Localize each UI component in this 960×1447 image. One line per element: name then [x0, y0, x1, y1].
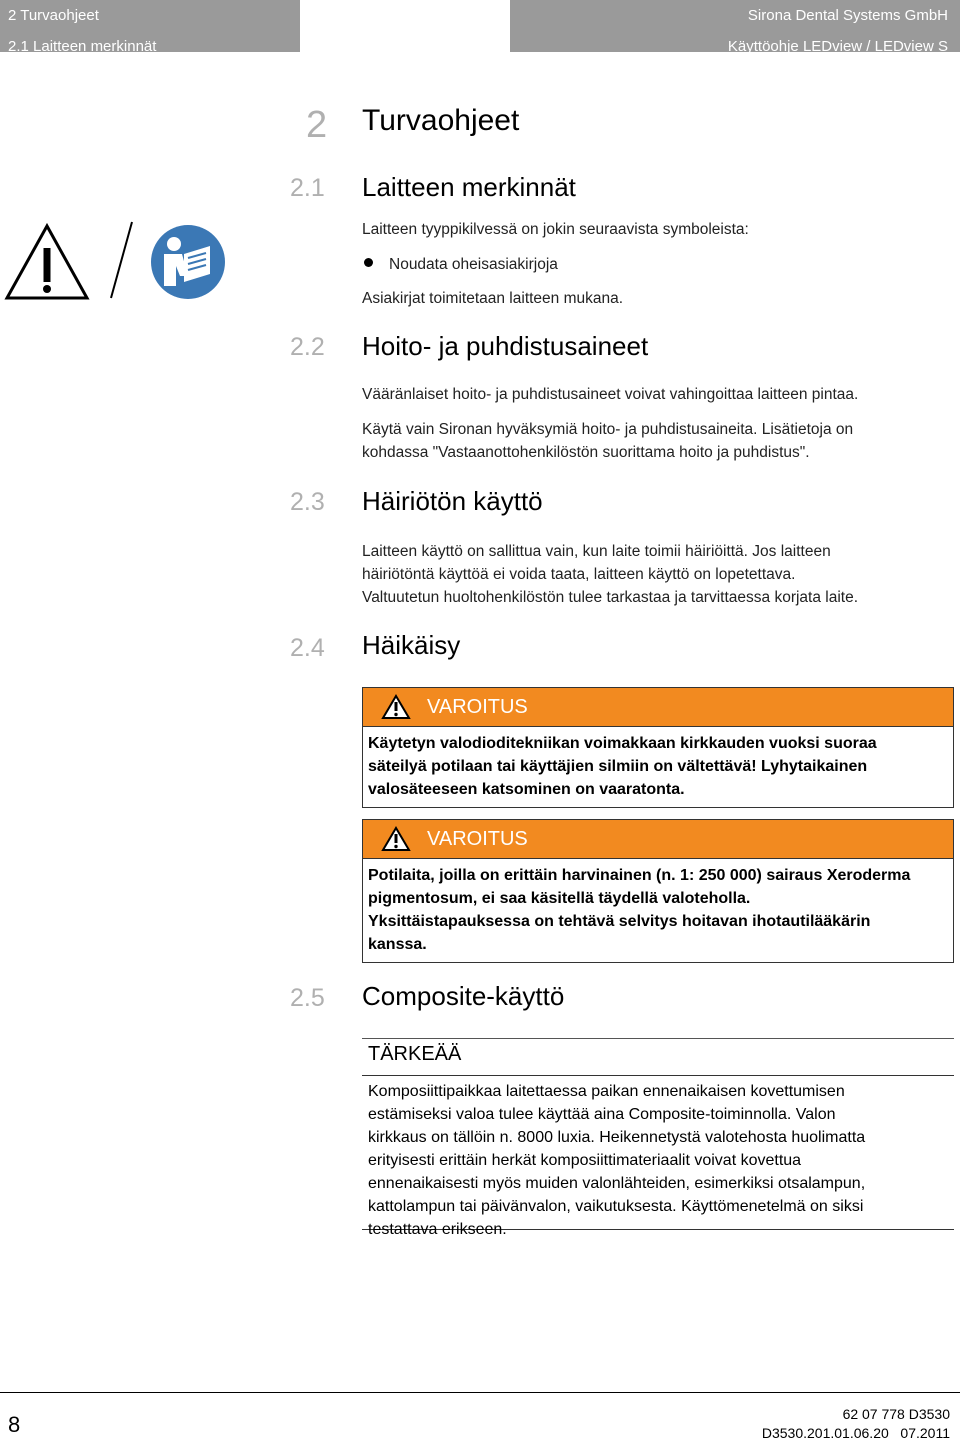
note-line: ennenaikaisesti myös muiden valonlähteiden, esimerkiksi otsalampun, [368, 1175, 866, 1192]
header-right [510, 0, 960, 55]
warning-header [363, 688, 953, 726]
warning-exclamation-icon [4, 222, 90, 307]
section-title: Hoito- ja puhdistusaineet [362, 331, 649, 361]
section-title: Composite-käyttö [362, 981, 565, 1011]
note-line: kirkkaus on tällöin n. 8000 luxia. Heikennetystä valotehosta huolimatta [368, 1129, 866, 1146]
header-chapter: 2 Turvaohjeet [8, 7, 99, 24]
list-item: Noudata oheisasiakirjoja [364, 253, 960, 276]
warning-label: VAROITUS [427, 827, 528, 850]
doc-version: D3530.201.01.06.20 07.2011 [761, 1425, 950, 1441]
chapter-title: Turvaohjeet [362, 104, 520, 137]
section-title: Häikäisy [362, 630, 461, 660]
warning-box [362, 687, 954, 808]
separator-slash [108, 220, 134, 305]
paragraph: Vääränlaiset hoito- ja puhdistusaineet voivat vahingoittaa laitteen pintaa. [362, 386, 859, 403]
chapter-number: 2 [306, 104, 328, 146]
section-number: 2.1 [290, 174, 325, 202]
warning-line: Yksittäistapauksessa on tehtävä selvitys hoitavan ihotautilääkärin [368, 913, 871, 930]
warning-line: valosäteeseen katsominen on vaaratonta. [368, 781, 685, 798]
note-line: estämiseksi valoa tulee käyttää aina Composite-toiminnolla. Valon [368, 1106, 836, 1123]
header-manual: Käyttöohje LEDview / LEDview S [727, 38, 948, 55]
note-line: erityisesti erittäin herkät komposiittimateriaalit voivat kovettua [368, 1152, 802, 1169]
section-number: 2.4 [290, 634, 325, 662]
page-number: 8 [8, 1412, 21, 1437]
section-title: Häiriötön käyttö [362, 486, 543, 516]
note-line: Komposiittipaikkaa laitettaessa paikan ennenaikaisen kovettumisen [368, 1083, 845, 1100]
read-manual-icon [150, 224, 226, 305]
warning-line: Käytetyn valodioditekniikan voimakkaan kirkkauden vuoksi suoraa [368, 735, 877, 752]
section-number: 2.2 [290, 333, 325, 361]
warning-text [363, 726, 953, 807]
paragraph: Laitteen tyyppikilvessä on jokin seuraavista symboleista: [362, 221, 749, 238]
note-text [362, 1075, 954, 1238]
section-title: Laitteen merkinnät [362, 172, 576, 202]
header-left [0, 0, 300, 55]
warning-triangle-icon [381, 826, 411, 852]
section-number: 2.5 [290, 984, 325, 1012]
warning-line: pigmentosum, ei saa käsitellä täydellä valoteholla. [368, 890, 751, 907]
footer-divider [0, 1392, 960, 1393]
paragraph-line: kohdassa "Vastaanottohenkilöstön suorittama hoito ja puhdistus". [362, 444, 810, 461]
warning-header [363, 820, 953, 858]
paragraph-line: Laitteen käyttö on sallittua vain, kun laite toimii häiriöittä. Jos laitteen [362, 543, 831, 560]
warning-text [363, 858, 953, 962]
paragraph-line: Käytä vain Sironan hyväksymiä hoito- ja puhdistusaineita. Lisätietoja on [362, 421, 854, 438]
header-section: 2.1 Laitteen merkinnät [8, 38, 157, 55]
note-box [362, 1038, 954, 1238]
warning-line: kanssa. [368, 936, 427, 953]
warning-box [362, 819, 954, 963]
paragraph-line: häiriötöntä käyttöä ei voida taata, laitteen käyttö on lopetettava. [362, 566, 796, 583]
note-label: TÄRKEÄÄ [362, 1038, 954, 1075]
warning-line: Potilaita, joilla on erittäin harvinainen (n. 1: 250 000) sairaus Xeroderma [368, 867, 911, 884]
warning-triangle-icon [381, 694, 411, 720]
section-number: 2.3 [290, 488, 325, 516]
doc-number: 62 07 778 D3530 [842, 1406, 950, 1422]
note-line: kattolampun tai päivänvalon, vaikutuksesta. Käyttömenetelmä on siksi [368, 1198, 864, 1215]
paragraph-line: Valtuutetun huoltohenkilöstön tulee tarkastaa ja tarvittaessa korjata laite. [362, 589, 859, 606]
note-line: testattava erikseen. [368, 1221, 507, 1238]
warning-line: säteilyä potilaan tai käyttäjien silmiin on vältettävä! Lyhytaikainen [368, 758, 868, 775]
header-company: Sirona Dental Systems GmbH [747, 7, 948, 24]
warning-label: VAROITUS [427, 695, 528, 718]
paragraph: Asiakirjat toimitetaan laitteen mukana. [362, 290, 624, 307]
